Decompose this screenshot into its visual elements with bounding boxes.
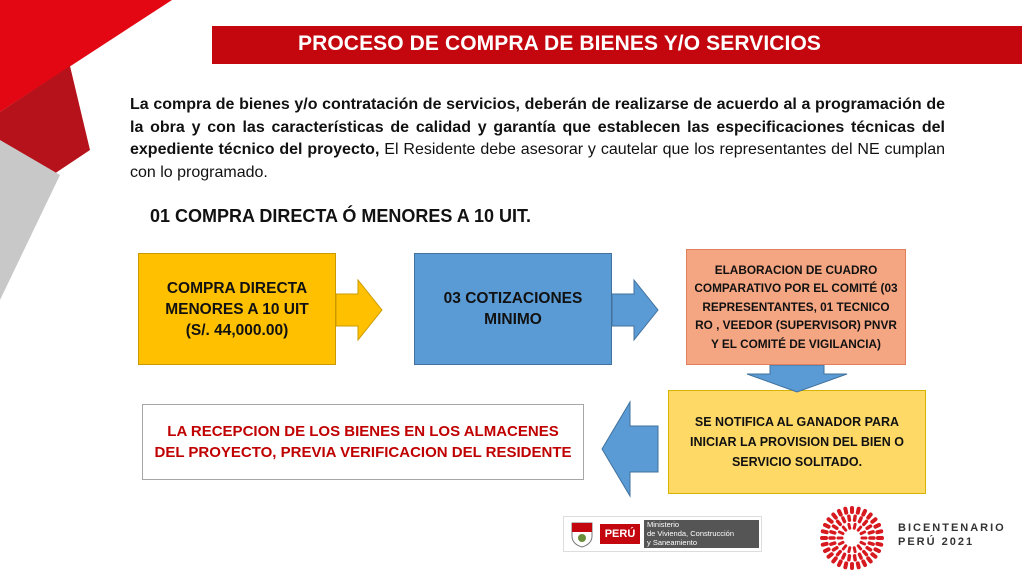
emblem-ray [868,515,870,518]
emblem-ray [869,543,873,544]
right-arrow-icon [336,278,384,342]
emblem-ray [831,532,835,533]
right-arrow-icon [612,278,660,342]
emblem-ray [843,527,845,530]
peru-shield-icon [568,520,596,548]
emblem-ray [833,515,835,518]
emblem-ray [855,516,856,520]
step-comparison-text: ELABORACION DE CUADRO COMPARATIVO POR EL COMITÉ (03 REPRESENTANTES, 01 TECNICO RO , VEEDOR (SUPERVISOR) PNVR Y EL COMITÉ DE VIGILANCIA) [694,262,898,351]
intro-bold-text: La compra de bienes y/o contratación de servicios, deberán de realizarse de acuerdo al a programación de la obra y con las características de calidad y garantía que establecen las especificaciones técnicas del expediente técnico del proyecto, [130,96,945,159]
bicentenario-subtitle: PERÚ 2021 [898,536,975,548]
emblem-ray [861,542,865,544]
step-direct-purchase-box [138,253,336,365]
emblem-ray [872,519,875,521]
emblem-ray [839,542,843,544]
ministry-name [644,520,759,548]
step-direct-purchase-text: COMPRA DIRECTA MENORES A 10 UIT (S/. 44,000.00) [165,279,309,339]
emblem-ray [867,526,870,528]
bicentenario-label [898,521,1006,549]
emblem-ray [845,563,846,567]
emblem-ray [839,511,841,515]
page-title: PROCESO DE COMPRA DE BIENES Y/O SERVICIOS [298,32,821,55]
emblem-ray [823,531,827,532]
emblem-ray [858,509,859,513]
emblem-ray [829,519,832,521]
ministry-line-1: Ministerio [647,520,680,529]
emblem-ray [843,554,845,558]
emblem-ray [877,531,881,532]
emblem-ray [849,516,850,520]
intro-regular-text: El Residente debe asesorar y cautelar que los representantes del NE cumplan con lo programado. [130,141,945,181]
emblem-ray [833,548,836,550]
down-arrow-icon [745,365,849,393]
emblem-ray [839,532,843,534]
emblem-ray [854,524,855,528]
step-reception-box [142,404,584,480]
ministry-line-3: y Saneamiento [647,538,698,547]
ministry-logo [563,516,762,552]
emblem-ray [855,556,856,560]
emblem-ray [823,544,827,545]
bicentenario-emblem-icon [818,504,886,572]
emblem-ray [849,548,850,552]
emblem-ray [858,563,859,567]
emblem-ray [825,525,829,527]
intro-paragraph [130,94,945,184]
step-comparison-box [686,249,906,365]
emblem-ray [867,548,870,550]
emblem-ray [863,511,865,515]
bicentenario-title: BICENTENARIO [898,522,1006,534]
emblem-ray [849,556,850,560]
emblem-ray [858,527,860,530]
emblem-ray [829,554,832,556]
emblem-ray [868,558,870,561]
emblem-ray [858,546,860,549]
emblem-ray [875,525,879,527]
step-reception-text: LA RECEPCION DE LOS BIENES EN LOS ALMACENES DEL PROYECTO, PREVIA VERIFICACION DEL RESIDENTE [154,422,572,461]
left-arrow-icon [600,400,660,498]
emblem-ray [845,509,846,513]
emblem-ray [849,524,850,528]
emblem-ray [872,554,875,556]
emblem-ray [838,552,841,555]
ministry-line-2: de Vivienda, Construcción [647,529,734,538]
title-banner [212,26,1022,64]
step-notify-winner-box [668,390,926,494]
emblem-ray [831,543,835,544]
step-quotes-box [414,253,612,365]
emblem-ray [838,521,841,524]
emblem-ray [833,558,835,561]
emblem-ray [877,544,881,545]
section-heading: 01 COMPRA DIRECTA Ó MENORES A 10 UIT. [150,206,532,226]
emblem-ray [864,521,867,524]
emblem-ray [854,548,855,552]
emblem-ray [875,549,879,551]
step-quotes-text: 03 COTIZACIONES MINIMO [443,290,583,328]
emblem-ray [864,552,867,555]
emblem-ray [843,546,845,549]
peru-label: PERÚ [600,524,640,544]
step-notify-winner-text: SE NOTIFICA AL GANADOR PARA INICIAR LA PROVISION DEL BIEN O SERVICIO SOLITADO. [690,415,904,469]
emblem-ray [861,532,865,534]
emblem-ray [839,561,841,565]
emblem-ray [825,549,829,551]
emblem-ray [833,526,836,528]
emblem-ray [863,561,865,565]
emblem-ray [843,518,845,522]
emblem-ray [869,532,873,533]
emblem-ray [859,518,861,522]
emblem-ray [859,554,861,558]
